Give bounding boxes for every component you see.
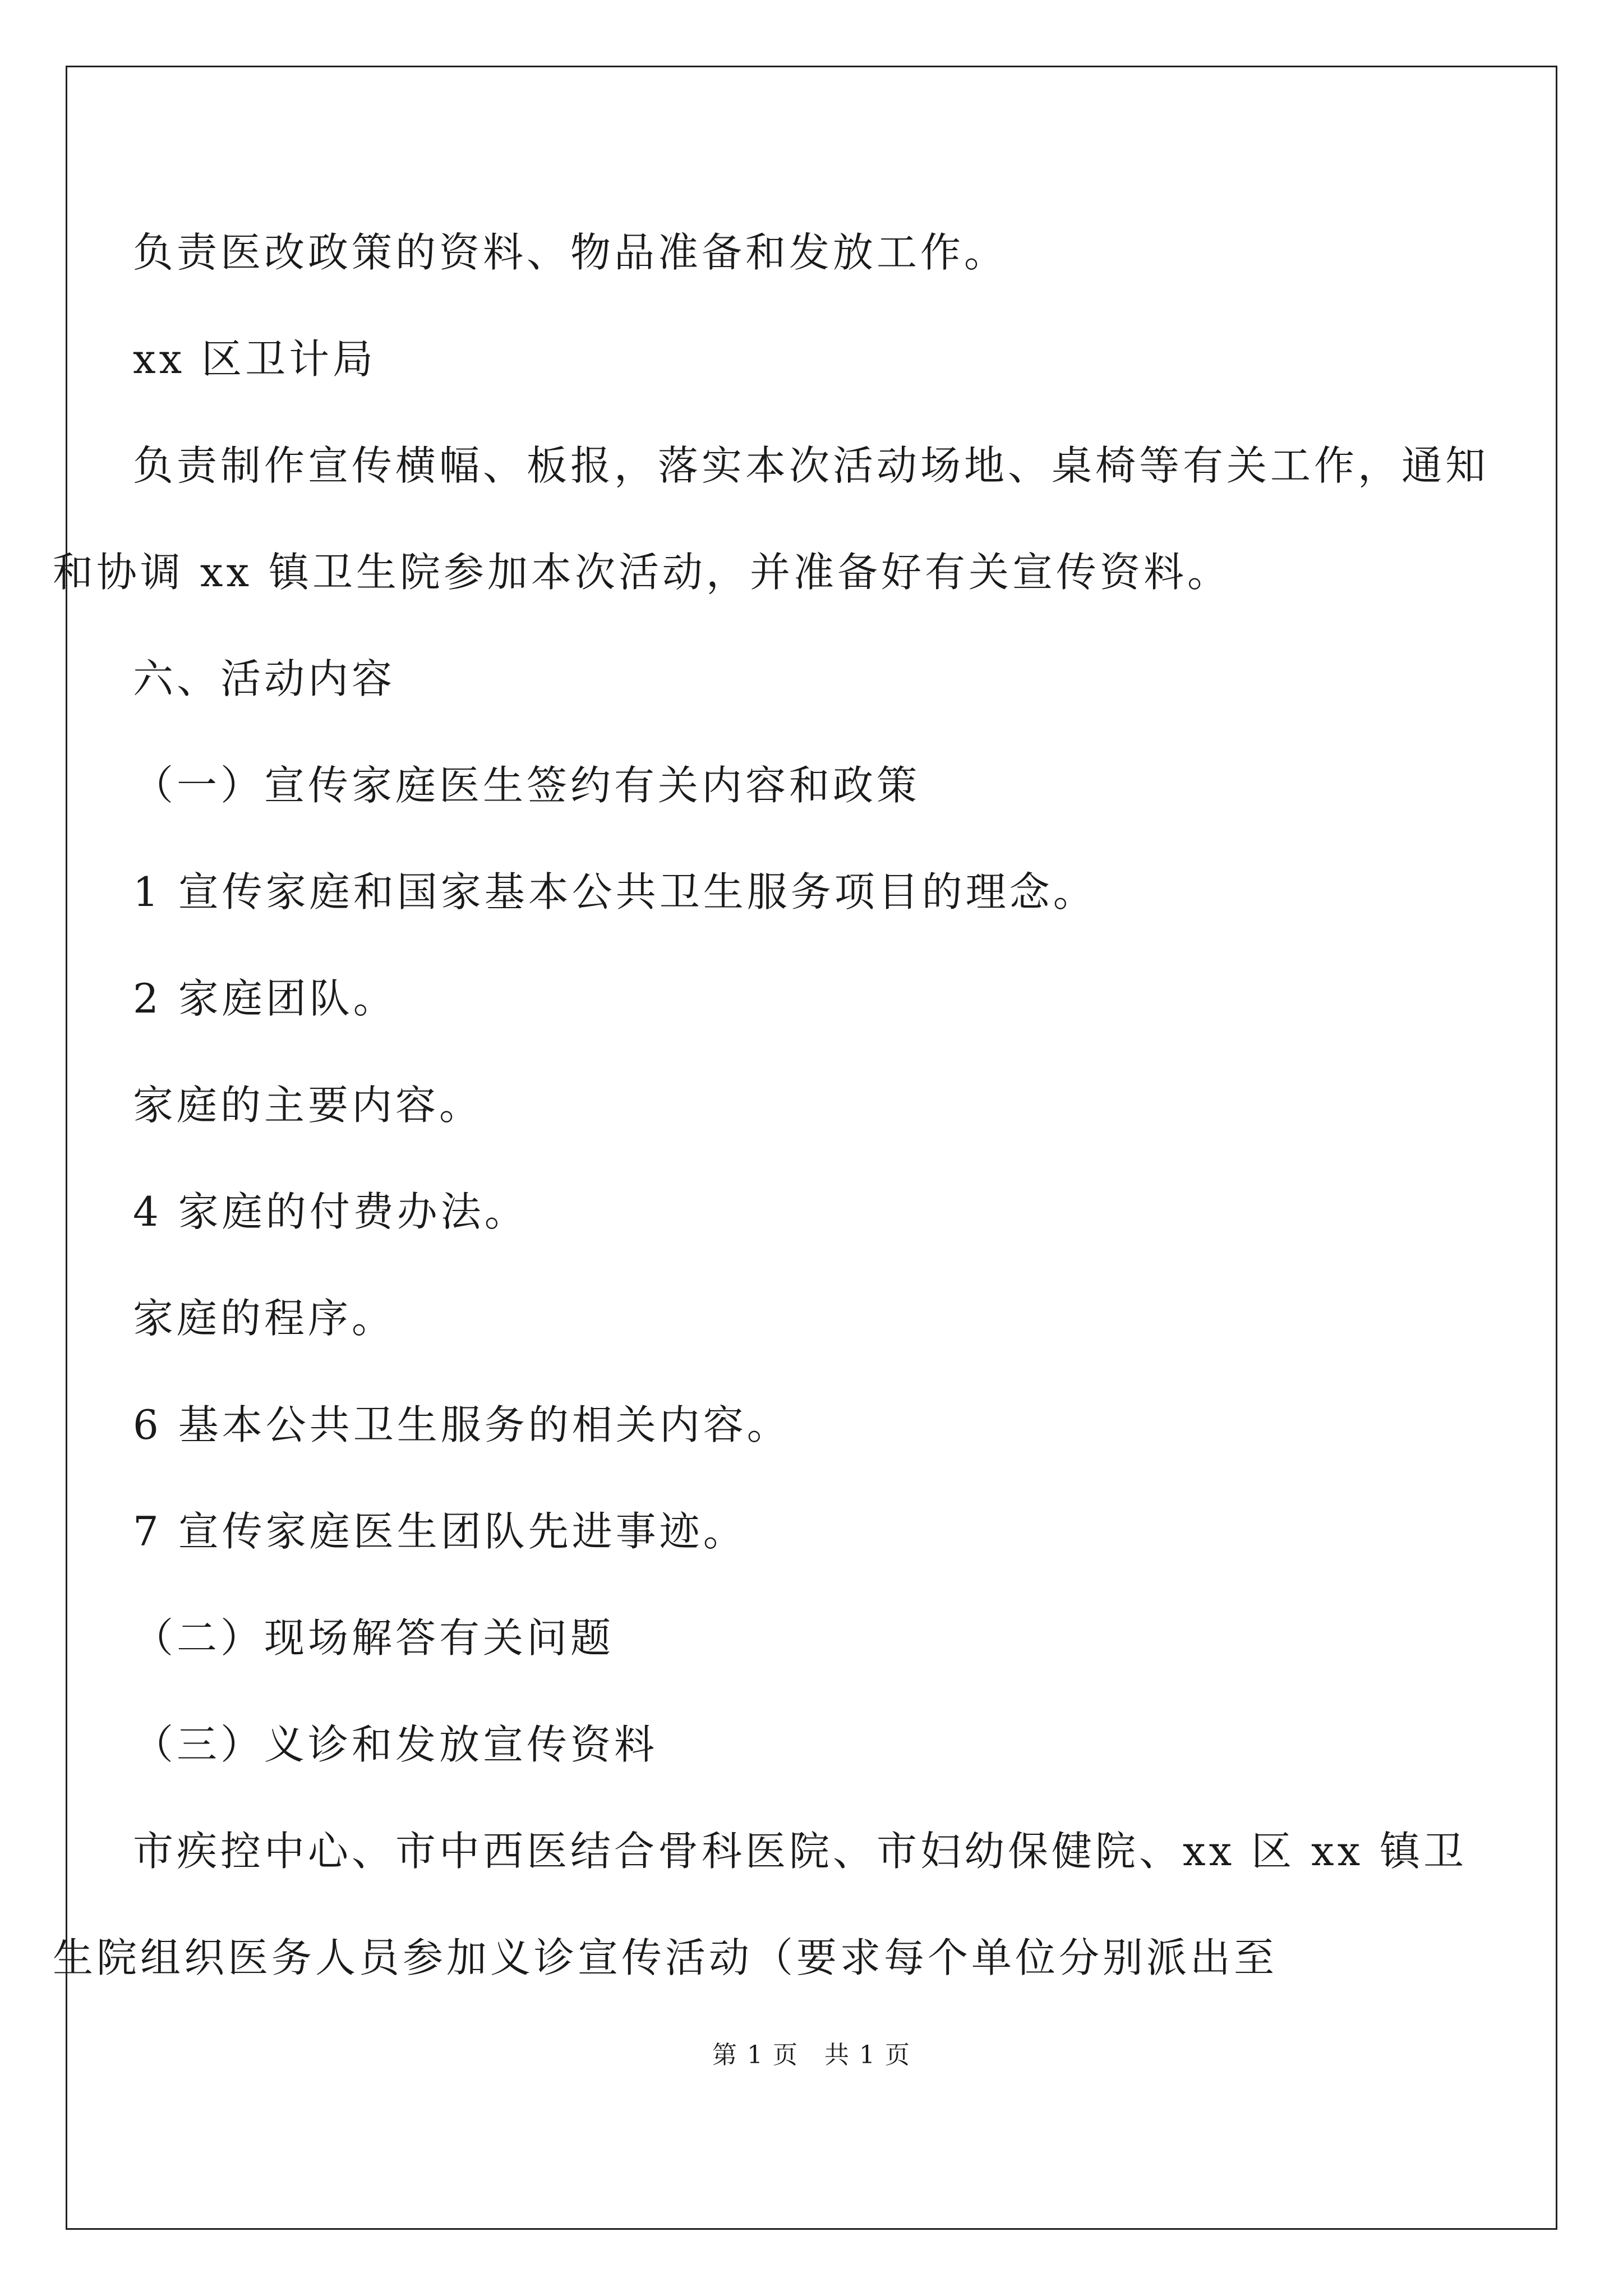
paragraph-6: 1 宣传家庭和国家基本公共卫生服务项目的理念。 — [133, 868, 1097, 915]
paragraph-1: 负责医改政策的资料、物品准备和发放工作。 — [133, 229, 1008, 276]
paragraph-5: （一）宣传家庭医生签约有关内容和政策 — [133, 762, 921, 809]
paragraph-7: 2 家庭团队。 — [133, 975, 397, 1022]
paragraph-11: 6 基本公共卫生服务的相关内容。 — [133, 1401, 791, 1448]
paragraph-4: 六、活动内容 — [133, 655, 396, 702]
paragraph-2: xx 区卫计局 — [133, 335, 377, 383]
paragraph-3: 负责制作宣传横幅、板报，落实本次活动场地、桌椅等有关工作，通知和协调 xx 镇卫生院参加本次活动，并准备好有关宣传资料。 — [53, 442, 1490, 596]
paragraph-10: 家庭的程序。 — [133, 1295, 396, 1342]
paragraph-8: 家庭的主要内容。 — [133, 1082, 483, 1129]
paragraph-15: 市疾控中心、市中西医结合骨科医院、市妇幼保健院、xx 区 xx 镇卫生院组织医务人员参加义诊宣传活动（要求每个单位分别派出至 — [53, 1828, 1468, 1981]
paragraph-12: 7 宣传家庭医生团队先进事迹。 — [133, 1508, 747, 1555]
page-footer: 第 1 页 共 1 页 — [712, 2041, 911, 2069]
paragraph-9: 4 家庭的付费办法。 — [133, 1188, 528, 1235]
paragraph-13: （二）现场解答有关问题 — [133, 1614, 615, 1662]
paragraph-14: （三）义诊和发放宣传资料 — [133, 1721, 658, 1768]
